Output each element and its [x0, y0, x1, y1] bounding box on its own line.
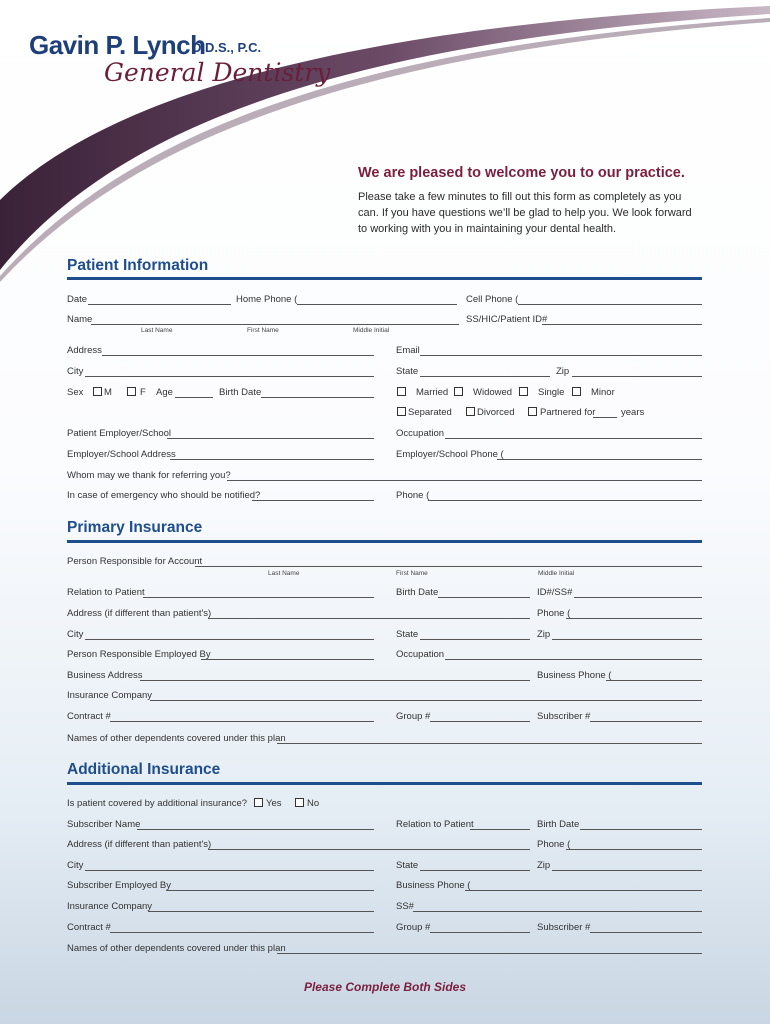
divorced-checkbox[interactable] — [466, 407, 475, 416]
primary-occupation-field[interactable] — [445, 659, 702, 660]
additional-dependents-label: Names of other dependents covered under this plan — [67, 943, 286, 954]
subscriber-employed-label: Subscriber Employed By — [67, 880, 172, 891]
primary-contract-label: Contract # — [67, 711, 111, 722]
patient-section-title: Patient Information — [67, 257, 209, 274]
primary-id-label: ID#/SS# — [537, 587, 573, 598]
additional-dependents-field[interactable] — [277, 953, 702, 954]
city-field[interactable] — [85, 376, 374, 377]
birth-date-field[interactable] — [261, 397, 374, 398]
cell-phone-field[interactable] — [518, 304, 702, 305]
additional-zip-field[interactable] — [552, 870, 702, 871]
additional-state-field[interactable] — [420, 870, 530, 871]
primary-group-label: Group # — [396, 711, 431, 722]
married-checkbox[interactable] — [397, 387, 406, 396]
additional-contract-field[interactable] — [110, 932, 374, 933]
practice-name: Gavin P. Lynch — [29, 30, 206, 60]
additional-business-phone-field[interactable] — [465, 890, 702, 891]
age-field[interactable] — [175, 397, 213, 398]
practice-credentials: D.D.S., P.C. — [192, 40, 262, 55]
referral-label: Whom may we thank for referring you? — [67, 470, 231, 481]
primary-subscriber-label: Subscriber # — [537, 711, 591, 722]
widowed-label: Widowed — [473, 387, 513, 398]
responsible-field[interactable] — [195, 566, 702, 567]
covered-no-label: No — [307, 798, 320, 809]
primary-employed-label: Person Responsible Employed By — [67, 649, 211, 660]
address-field[interactable] — [102, 355, 374, 356]
additional-insurance-company-field[interactable] — [148, 911, 374, 912]
responsible-label: Person Responsible for Account — [67, 556, 203, 567]
state-label: State — [396, 366, 419, 377]
birth-date-label: Birth Date — [219, 387, 262, 398]
additional-zip-label: Zip — [537, 860, 551, 871]
emergency-phone-label: Phone ( — [396, 490, 430, 501]
additional-relation-field[interactable] — [470, 829, 530, 830]
additional-contract-label: Contract # — [67, 922, 111, 933]
additional-relation-label: Relation to Patient — [396, 819, 474, 830]
referral-field[interactable] — [227, 480, 702, 481]
primary-relation-field[interactable] — [143, 597, 374, 598]
sex-m-checkbox[interactable] — [93, 387, 102, 396]
partnered-years-field[interactable] — [593, 417, 617, 418]
welcome-text: Please take a few minutes to fill out this form as completely as you can. If you have questions we’ll be glad to help you. We look forward to working with you in maintaining your dental health. — [358, 191, 692, 235]
additional-insurance-company-label: Insurance Company — [67, 901, 153, 912]
additional-subscriber-field[interactable] — [590, 932, 702, 933]
zip-field[interactable] — [572, 376, 702, 377]
partnered-label: Partnered for — [540, 407, 596, 418]
minor-checkbox[interactable] — [572, 387, 581, 396]
primary-last-name-hint: Last Name — [268, 570, 300, 577]
primary-section-rule — [67, 540, 702, 543]
ss-field[interactable] — [542, 324, 702, 325]
additional-address-field[interactable] — [208, 849, 530, 850]
email-field[interactable] — [420, 355, 702, 356]
address-label: Address — [67, 345, 102, 356]
home-phone-label: Home Phone ( — [236, 294, 298, 305]
covered-label: Is patient covered by additional insurance? — [67, 798, 248, 809]
first-name-hint: First Name — [247, 327, 279, 334]
separated-checkbox[interactable] — [397, 407, 406, 416]
employer-phone-field[interactable] — [497, 459, 702, 460]
sex-f-label: F — [140, 387, 146, 398]
sex-m-label: M — [104, 387, 112, 398]
additional-city-label: City — [67, 860, 84, 871]
business-address-label: Business Address — [67, 670, 143, 681]
business-address-field[interactable] — [140, 680, 530, 681]
date-field[interactable] — [88, 304, 231, 305]
primary-id-field[interactable] — [574, 597, 702, 598]
home-phone-field[interactable] — [297, 304, 457, 305]
name-label: Name — [67, 314, 93, 325]
primary-relation-label: Relation to Patient — [67, 587, 145, 598]
employer-label: Patient Employer/School — [67, 428, 172, 439]
email-label: Email — [396, 345, 420, 356]
primary-zip-label: Zip — [537, 629, 551, 640]
additional-phone-field[interactable] — [566, 849, 702, 850]
primary-phone-label: Phone ( — [537, 608, 571, 619]
subscriber-name-field[interactable] — [137, 829, 374, 830]
covered-no-checkbox[interactable] — [295, 798, 304, 807]
primary-occupation-label: Occupation — [396, 649, 445, 660]
primary-address-label: Address (if different than patient's) — [67, 608, 212, 619]
divorced-label: Divorced — [477, 407, 515, 418]
sex-label: Sex — [67, 387, 84, 398]
primary-contract-field[interactable] — [110, 721, 374, 722]
married-label: Married — [416, 387, 449, 398]
cell-phone-label: Cell Phone ( — [466, 294, 519, 305]
additional-business-phone-label: Business Phone ( — [396, 880, 471, 891]
minor-label: Minor — [591, 387, 615, 398]
additional-group-label: Group # — [396, 922, 431, 933]
sex-f-checkbox[interactable] — [127, 387, 136, 396]
primary-city-field[interactable] — [85, 639, 374, 640]
city-label: City — [67, 366, 84, 377]
name-field[interactable] — [91, 324, 459, 325]
primary-address-field[interactable] — [208, 618, 530, 619]
additional-phone-label: Phone ( — [537, 839, 571, 850]
additional-state-label: State — [396, 860, 419, 871]
primary-state-field[interactable] — [420, 639, 530, 640]
occupation-label: Occupation — [396, 428, 445, 439]
additional-birth-date-label: Birth Date — [537, 819, 580, 830]
additional-ss-label: SS# — [396, 901, 414, 912]
primary-first-name-hint: First Name — [396, 570, 428, 577]
subscriber-name-label: Subscriber Name — [67, 819, 141, 830]
additional-birth-date-field[interactable] — [580, 829, 702, 830]
single-label: Single — [538, 387, 565, 398]
primary-business-phone-field[interactable] — [606, 680, 702, 681]
date-label: Date — [67, 294, 88, 305]
emergency-field[interactable] — [252, 500, 374, 501]
additional-address-label: Address (if different than patient's) — [67, 839, 212, 850]
middle-initial-hint: Middle Initial — [353, 327, 390, 334]
age-label: Age — [156, 387, 173, 398]
primary-subscriber-field[interactable] — [590, 721, 702, 722]
primary-employed-field[interactable] — [201, 659, 374, 660]
primary-business-phone-label: Business Phone ( — [537, 670, 612, 681]
additional-group-field[interactable] — [430, 932, 530, 933]
single-checkbox[interactable] — [519, 387, 528, 396]
additional-subscriber-label: Subscriber # — [537, 922, 591, 933]
covered-yes-checkbox[interactable] — [254, 798, 263, 807]
widowed-checkbox[interactable] — [454, 387, 463, 396]
years-label: years — [621, 407, 645, 418]
additional-ss-field[interactable] — [413, 911, 702, 912]
ss-label: SS/HIC/Patient ID# — [466, 314, 548, 325]
emergency-label: In case of emergency who should be notified? — [67, 490, 261, 501]
primary-zip-field[interactable] — [552, 639, 702, 640]
zip-label: Zip — [556, 366, 570, 377]
primary-birth-date-field[interactable] — [438, 597, 530, 598]
additional-section-title: Additional Insurance — [67, 761, 221, 778]
emergency-phone-field[interactable] — [428, 500, 702, 501]
subscriber-employed-field[interactable] — [166, 890, 374, 891]
additional-section-rule — [67, 782, 702, 785]
primary-birth-date-label: Birth Date — [396, 587, 439, 598]
primary-dependents-label: Names of other dependents covered under this plan — [67, 733, 286, 744]
employer-field[interactable] — [167, 438, 374, 439]
primary-city-label: City — [67, 629, 84, 640]
primary-phone-field[interactable] — [566, 618, 702, 619]
separated-label: Separated — [408, 407, 452, 418]
partnered-checkbox[interactable] — [528, 407, 537, 416]
primary-insurance-company-label: Insurance Company — [67, 690, 153, 701]
occupation-field[interactable] — [445, 438, 702, 439]
welcome-title: We are pleased to welcome you to our practice. — [358, 165, 685, 181]
primary-group-field[interactable] — [430, 721, 530, 722]
primary-middle-initial-hint: Middle Initial — [538, 570, 575, 577]
employer-address-field[interactable] — [170, 459, 374, 460]
primary-state-label: State — [396, 629, 419, 640]
primary-section-title: Primary Insurance — [67, 519, 203, 536]
primary-insurance-company-field[interactable] — [150, 700, 702, 701]
covered-yes-label: Yes — [266, 798, 282, 809]
state-field[interactable] — [420, 376, 550, 377]
primary-dependents-field[interactable] — [277, 743, 702, 744]
last-name-hint: Last Name — [141, 327, 173, 334]
employer-address-label: Employer/School Address — [67, 449, 176, 460]
footer-note: Please Complete Both Sides — [303, 980, 467, 994]
practice-tagline: General Dentistry — [104, 58, 331, 87]
additional-city-field[interactable] — [85, 870, 374, 871]
employer-phone-label: Employer/School Phone ( — [396, 449, 504, 460]
patient-section-rule — [67, 277, 702, 280]
